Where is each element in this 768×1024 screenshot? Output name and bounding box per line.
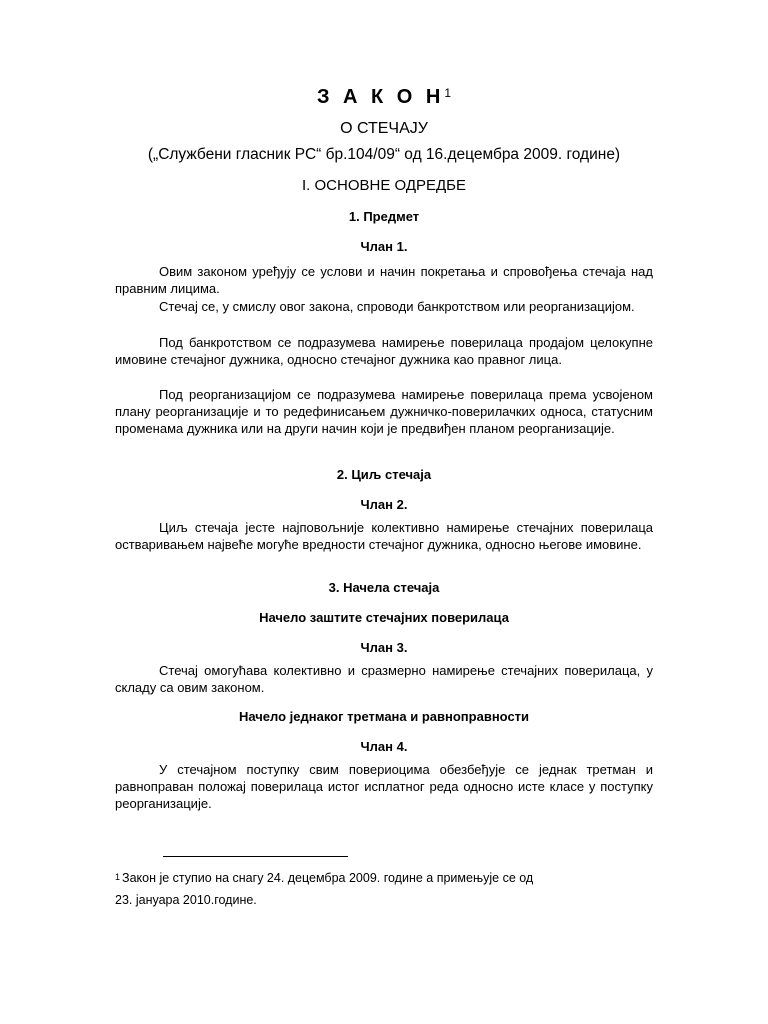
footnote-line-2: 23. јануара 2010.године. [115,893,257,907]
footnote-text-1: Закон је ступио на снагу 24. децембра 2009. године а примењује се од [122,871,534,885]
principle-heading-equal-treatment: Начело једнаког третмана и равноправности [238,709,530,724]
law-subtitle: О СТЕЧАЈУ [340,120,428,137]
section-heading-1: 1. Предмет [348,209,420,224]
article-4-heading: Члан 4. [360,739,408,754]
article-1-paragraph-4: Под реорганизацијом се подразумева намирење поверилаца према усвојеном плану реорганизације и то редефинисањем дужничко-поверилачких односа, статусним променама дужника или на други начин који је предвиђен планом реорганизације. [115,387,653,436]
gazette-reference: („Службени гласник РС“ бр.104/09“ од 16.децембра 2009. године) [147,146,621,163]
article-1-paragraph-2: Стечај се, у смислу овог закона, спроводи банкротством или реорганизацијом. [159,299,635,314]
article-1-paragraph-1: Овим законом уређују се услови и начин покретања и спровођења стечаја над правним лицима. [115,264,653,296]
footnote-reference[interactable]: 1 [444,86,452,100]
part-heading: I. ОСНОВНЕ ОДРЕДБЕ [301,177,467,194]
article-3-paragraph-1: Стечај омогућава колективно и сразмерно намирење стечајних поверилаца, у складу са овим законом. [115,663,653,695]
article-3-heading: Члан 3. [360,640,408,655]
footnote-mark: 1 [115,872,121,882]
article-2-paragraph-1: Циљ стечаја јесте најповољније колективно намирење стечајних поверилаца остваривањем највеће могуће вредности стечајног дужника, односно његове имовине. [115,520,653,552]
footnote-separator [163,856,348,857]
article-1-paragraph-3: Под банкротством се подразумева намирење поверилаца продајом целокупне имовине стечајног дужника, односно стечајног дужника као правног лица. [115,335,653,367]
section-heading-3: 3. Начела стечаја [328,580,440,595]
principle-heading-creditor-protection: Начело заштите стечајних поверилаца [259,610,509,625]
footnote-line-1 [115,870,653,886]
article-2-heading: Члан 2. [360,497,408,512]
law-title-text: З А К О Н [316,86,445,108]
article-4-paragraph-1: У стечајном поступку свим повериоцима обезбеђује се једнак третман и равноправан положај поверилаца истог исплатног реда односно исте класе у поступку реорганизације. [115,762,653,811]
law-title [115,85,653,109]
section-heading-2: 2. Циљ стечаја [336,467,432,482]
article-1-heading: Члан 1. [360,239,408,254]
document-page [115,0,653,1024]
